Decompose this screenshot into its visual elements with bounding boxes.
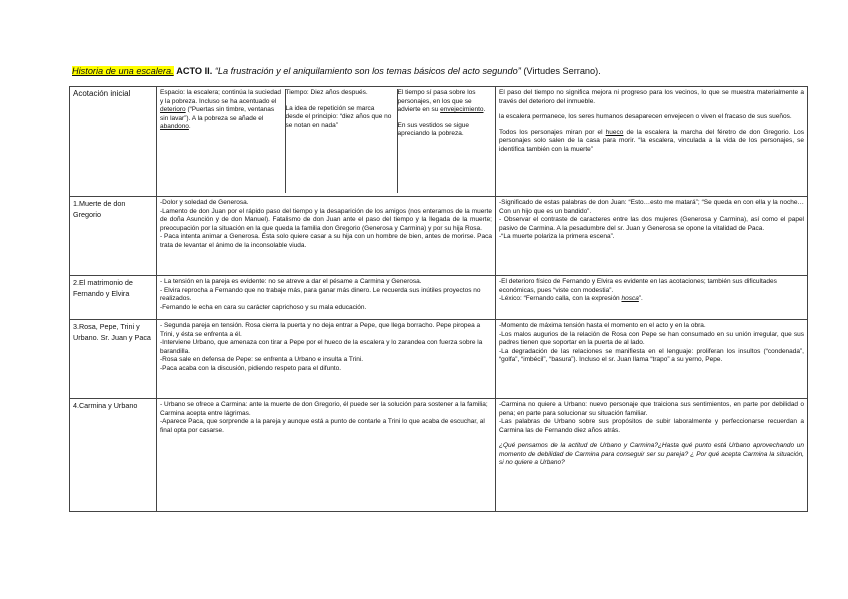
title-source: (Virtudes Serrano). <box>523 66 601 76</box>
row-2-right-1: -El deterioro físico de Fernando y Elvira es evidente en las acotaciones; también sus dificultades económicas, pues “viste con modestia”. <box>499 278 777 294</box>
row-3-right-2: -Los malos augurios de la relación de Rosa con Pepe se han consumado en su unión irregular, que sus padres tienen que soportar en la puerta de al lado. <box>499 330 804 347</box>
espacio-cell <box>160 89 285 193</box>
row-3-middle-2: -Interviene Urbano, que amenaza con tirar a Pepe por el hueco de la escalera y lo zarandea con fuerza sobre la barandilla. <box>160 339 483 355</box>
row-label: 4.Carmina y Urbano <box>73 401 138 410</box>
personajes-text: El tiempo sí pasa sobre los personajes, en los que se advierte en su <box>397 89 476 114</box>
tiempo-p2: La idea de repetición se marca desde el principio: “diez años que no se notan en nada” <box>285 104 392 129</box>
row-3-middle-3: -Rosa sale en defensa de Pepe: se enfrenta a Urbano e insulta a Trini. <box>160 356 364 364</box>
row-label: 2.El matrimonio de Fernando y Elvira <box>73 278 133 298</box>
row-muerte <box>70 197 808 276</box>
row-label: 3.Rosa, Pepe, Trini y Urbano. Sr. Juan y Paca <box>73 322 151 342</box>
espacio-end: . <box>188 123 191 131</box>
row-4-question: ¿Qué pensamos de la actitud de Urbano y Carmina?¿Hasta qué punto está Urbano aprovechando un momento de debilidad de Carmina para conseguir ser su pareja? ¿ Por qué acepta Carmina la situación, si no quiere a Urbano? <box>499 442 804 467</box>
row-4-middle-2: -Aparece Paca, que sorprende a la pareja y aunque está a punto de contarle a Trini lo que acaba de escuchar, al final opta por casarse. <box>160 418 485 434</box>
row-2-hosca: hosca <box>621 295 639 303</box>
row-matrimonio <box>70 276 808 320</box>
header-right-p1: El paso del tiempo no significa mejora ni progreso para los vecinos, lo que se muestra materialmente a través del deterioro del inmueble. <box>499 89 804 105</box>
row-2-right-2: -Léxico: “Fernando calla, con la expresión <box>499 295 622 303</box>
header-right-p3: Todos los personajes miran por el <box>499 128 606 136</box>
espacio-deterioro: deterioro <box>160 106 186 114</box>
personajes-envejecimiento: envejecimiento <box>440 106 484 114</box>
row-2-middle-3: -Fernando le echa en cara su carácter caprichoso y su mala educación. <box>160 303 367 311</box>
title-quote: “La frustración y el aniquilamiento son los temas básicos del acto segundo” <box>214 66 521 76</box>
row-1-right-1: -Significado de estas palabras de don Juan: “Esto…esto me matará”; “Se queda en con ella y la noche…Con un hijo que es un bandido”. <box>499 199 804 215</box>
row-4-middle-1: - Urbano se ofrece a Carmina: ante la muerte de don Gregorio, él puede ser la solución para sostener a la familia; Carmina acepta entre lágrimas. <box>160 401 488 417</box>
row-1-right-3: -“La muerte polariza la primera escena”. <box>499 233 615 241</box>
header-right-p2: la escalera permanece, los seres humanos desaparecen envejecen o viven el fracaso de sus sueños. <box>499 113 792 121</box>
act-label: ACTO II. <box>176 66 213 76</box>
espacio-abandono: abandono <box>160 123 189 131</box>
row-1-middle-2: -Lamento de don Juan por el rápido paso del tiempo y la desaparición de los amigos (nos enteramos de la muerte de doña Asunción y de don Manuel). Fatalismo de don Juan ante el paso del tiempo y la llegada de la muerte; preocupación por la situación en la que queda la familia don Gregorio (Generosa y Carmina) y por su hija Rosa. <box>160 207 492 232</box>
tiempo-cell <box>285 89 397 193</box>
header-label-cell <box>70 87 157 197</box>
row-3-right-1: -Momento de máxima tensión hasta el momento en el acto y en la obra. <box>499 322 706 329</box>
espacio-text: Espacio: la escalera; continúa la suciedad y la pobreza. Incluso se ha acentuado el <box>160 89 282 105</box>
row-2-right-end: ”. <box>638 295 643 303</box>
row-rosa-pepe <box>70 320 808 399</box>
personajes-cell <box>397 89 492 193</box>
document-title <box>72 66 601 76</box>
tiempo-p1: Tiempo: Diez años después. <box>285 89 368 96</box>
row-carmina-urbano <box>70 399 808 512</box>
espacio-text-2: (“Puertas sin timbre, ventanas sin lavar”). A la pobreza se añade el <box>160 106 275 122</box>
header-subcolumns <box>160 89 492 193</box>
row-3-middle-1: - Segunda pareja en tensión. Rosa cierra la puerta y no deja entrar a Pepe, que llega borracho. Pepe piropea a Trini, y ésta se enfrenta a él. <box>160 322 481 338</box>
row-2-middle-1: - La tensión en la pareja es evidente: no se atreve a dar el pésame a Carmina y Generosa. <box>160 278 422 285</box>
row-1-middle-1: -Dolor y soledad de Generosa. <box>160 199 249 206</box>
row-3-right-3: -La degradación de las relaciones se manifiesta en el lenguaje: proliferan los insultos (“condenada”, “golfa”, “imbécil”, “basura”). Incluso el sr. Juan llama “trapo” a su yerno, Pepe. <box>499 347 804 364</box>
header-right-cell <box>496 87 808 197</box>
row-4-right-1: -Carmina no quiere a Urbano: nuevo personaje que traiciona sus sentimientos, en parte por debilidad o pena; en parte para solucionar su situación familiar. <box>499 401 804 417</box>
row-2-middle-2: - Elvira reprocha a Fernando que no trabaje más, para ganar más dinero. Le recuerda sus inútiles proyectos no realizados. <box>160 286 481 303</box>
row-3-middle-4: -Paca acaba con la discusión, pidiendo respeto para el difunto. <box>160 364 342 372</box>
row-label: 1.Muerte de don Gregorio <box>73 199 126 219</box>
personajes-end: . <box>483 106 486 114</box>
header-row <box>70 87 808 197</box>
row-1-middle-3: - Paca intenta animar a Generosa. Ésta solo quiere casar a su hija con un hombre de bien, antes de morirse. Paca trata de levantar el ánimo de la inconsolable viuda. <box>160 233 492 249</box>
header-middle-cell <box>157 87 496 197</box>
analysis-table <box>69 86 808 512</box>
header-right-hueco: hueco <box>605 128 624 136</box>
header-right-p3-end: de la escalera la marcha del féretro de don Gregorio. Los personajes solo salen de la casa para morir. “la escalera, vinculada a la vida de los personajes, se identifica también con la muerte” <box>499 128 804 153</box>
row-1-right-2: - Observar el contraste de caracteres entre las dos mujeres (Generosa y Carmina), así como el papel pasivo de Carmina. A la pesadumbre del sr. Juan y Generosa se opone la vitalidad de Paca. <box>499 216 804 232</box>
personajes-p2: En sus vestidos se sigue apreciando la pobreza. <box>397 121 470 138</box>
header-label: Acotación inicial <box>73 89 131 98</box>
row-4-right-2: -Las palabras de Urbano sobre sus propósitos de subir laboralmente y perfeccionarse recuerdan a Carmina las de Fernando diez años atrás. <box>499 418 804 434</box>
work-title: Historia de una escalera. <box>72 66 174 76</box>
